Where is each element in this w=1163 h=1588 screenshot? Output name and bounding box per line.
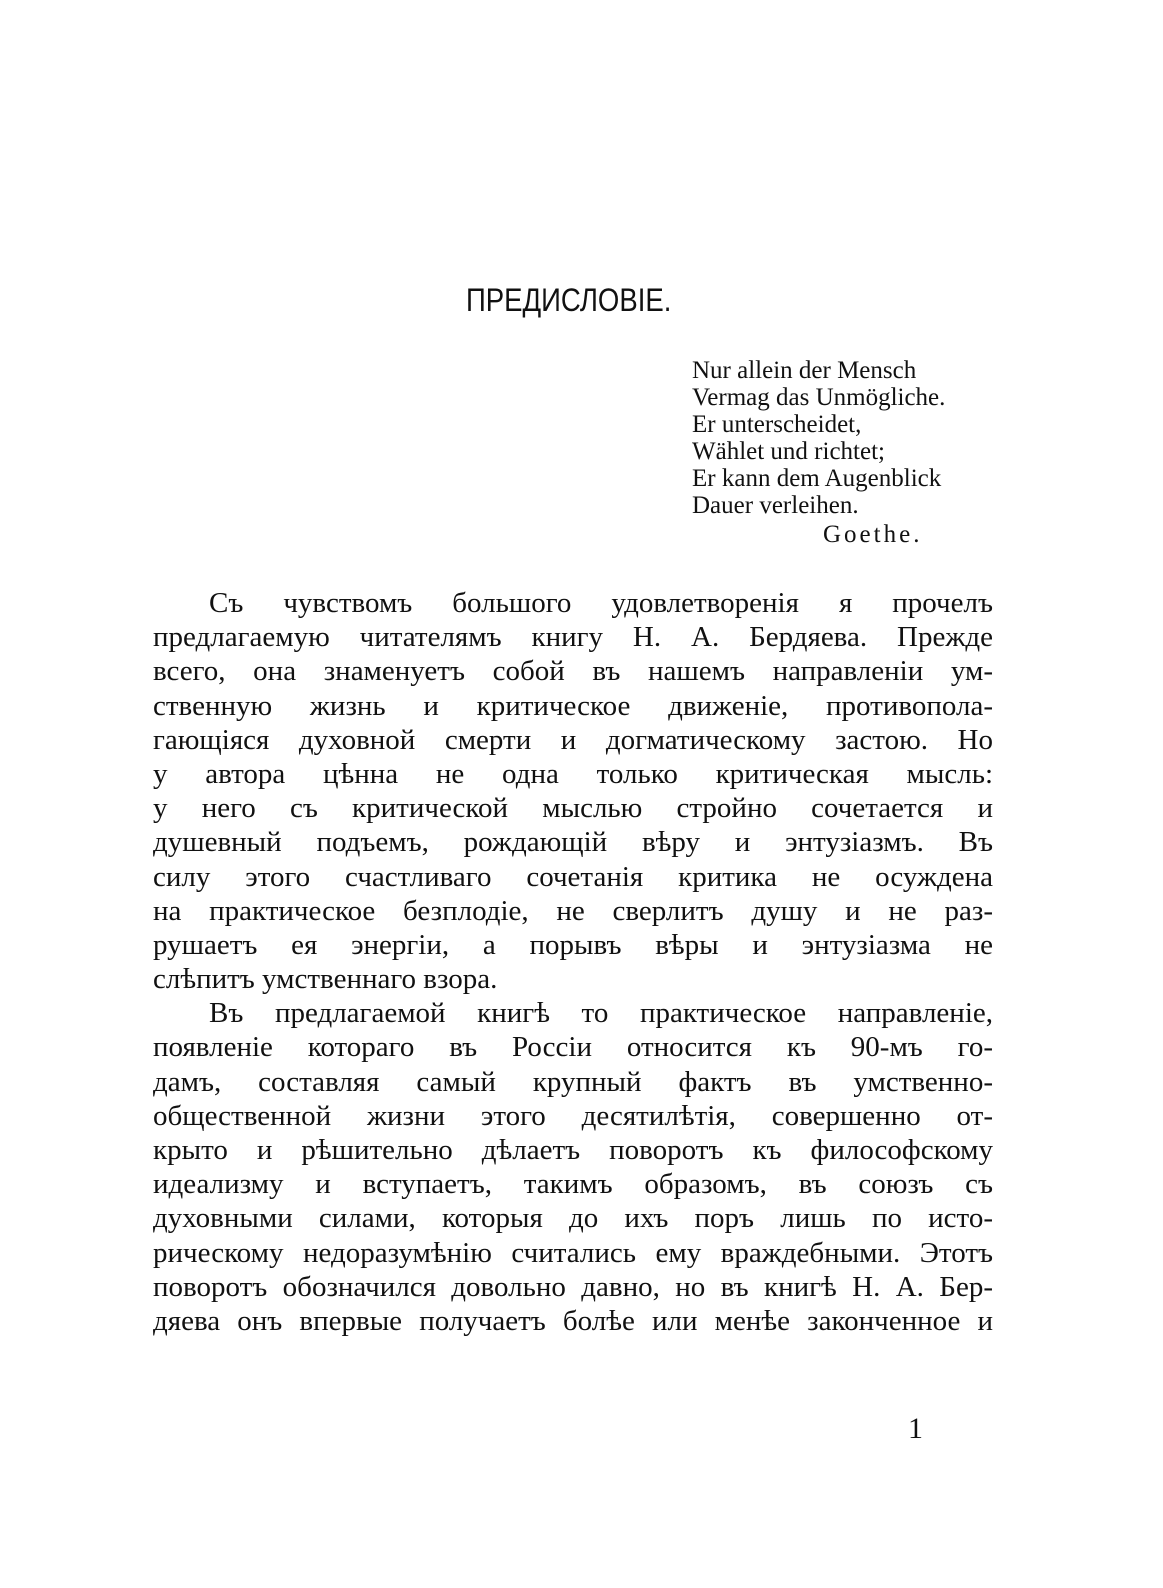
text-line: всего, она знаменуетъ собой въ нашемъ направленіи ум- — [153, 655, 993, 688]
text-line: слѣпитъ умственнаго взора. — [153, 963, 498, 996]
epigraph-line: Wählet und richtet; — [692, 438, 885, 465]
paragraph — [153, 996, 993, 1338]
text-line: Съ чувствомъ большого удовлетворенія я прочелъ — [209, 587, 993, 619]
text-line: ственную жизнь и критическое движеніе, противопола- — [153, 689, 993, 722]
text-line: дамъ, составляя самый крупный фактъ въ умственно- — [153, 1065, 993, 1098]
text-line: дяева онъ впервые получаетъ болѣе или менѣе законченное и — [153, 1304, 993, 1337]
text-line: у автора цѣнна не одна только критическая мысль: — [153, 757, 993, 790]
page-number: 1 — [908, 1412, 923, 1445]
paragraph — [153, 586, 993, 996]
text-line: крыто и рѣшительно дѣлаетъ поворотъ къ философскому — [153, 1134, 993, 1166]
text-line: у него съ критической мыслью стройно сочетается и — [153, 792, 993, 825]
epigraph-line: Vermag das Unmögliche. — [692, 384, 946, 411]
epigraph-author: Goethe. — [823, 521, 923, 548]
text-line: душевный подъемъ, рождающій вѣру и энтузіазмъ. Въ — [153, 826, 993, 859]
text-line: рушаетъ ея энергіи, а порывъ вѣры и энтузіазма не — [153, 928, 993, 961]
epigraph-line: Nur allein der Mensch — [692, 357, 917, 384]
text-line: Въ предлагаемой книгѣ то практическое направленіе, — [209, 997, 993, 1030]
page-title: ПРЕДИСЛОВІЕ. — [466, 282, 672, 318]
text-line: рическому недоразумѣнію считались ему враждебными. Этотъ — [153, 1236, 993, 1269]
text-line: духовными силами, которыя до ихъ поръ лишь по исто- — [153, 1202, 993, 1235]
text-line: общественной жизни этого десятилѣтія, совершенно от- — [153, 1099, 993, 1132]
text-line: гающіяся духовной смерти и догматическому застою. Но — [153, 723, 993, 756]
text-line: на практическое безплодіе, не сверлитъ душу и не раз- — [153, 894, 993, 927]
text-line: предлагаемую читателямъ книгу Н. А. Бердяева. Прежде — [153, 621, 993, 654]
text-line: поворотъ обозначился довольно давно, но въ книгѣ Н. А. Бер- — [153, 1270, 993, 1303]
epigraph — [692, 357, 945, 519]
text-line: силу этого счастливаго сочетанія критика не осуждена — [153, 860, 993, 893]
epigraph-line: Dauer verleihen. — [692, 492, 859, 519]
text-line: появленіе котораго въ Россіи относится къ 90-мъ го- — [153, 1031, 993, 1064]
epigraph-line: Er kann dem Augenblick — [692, 465, 942, 492]
text-line: идеализму и вступаетъ, такимъ образомъ, въ союзъ съ — [153, 1168, 993, 1201]
epigraph-line: Er unterscheidet, — [692, 411, 862, 438]
body-text — [153, 586, 993, 1338]
